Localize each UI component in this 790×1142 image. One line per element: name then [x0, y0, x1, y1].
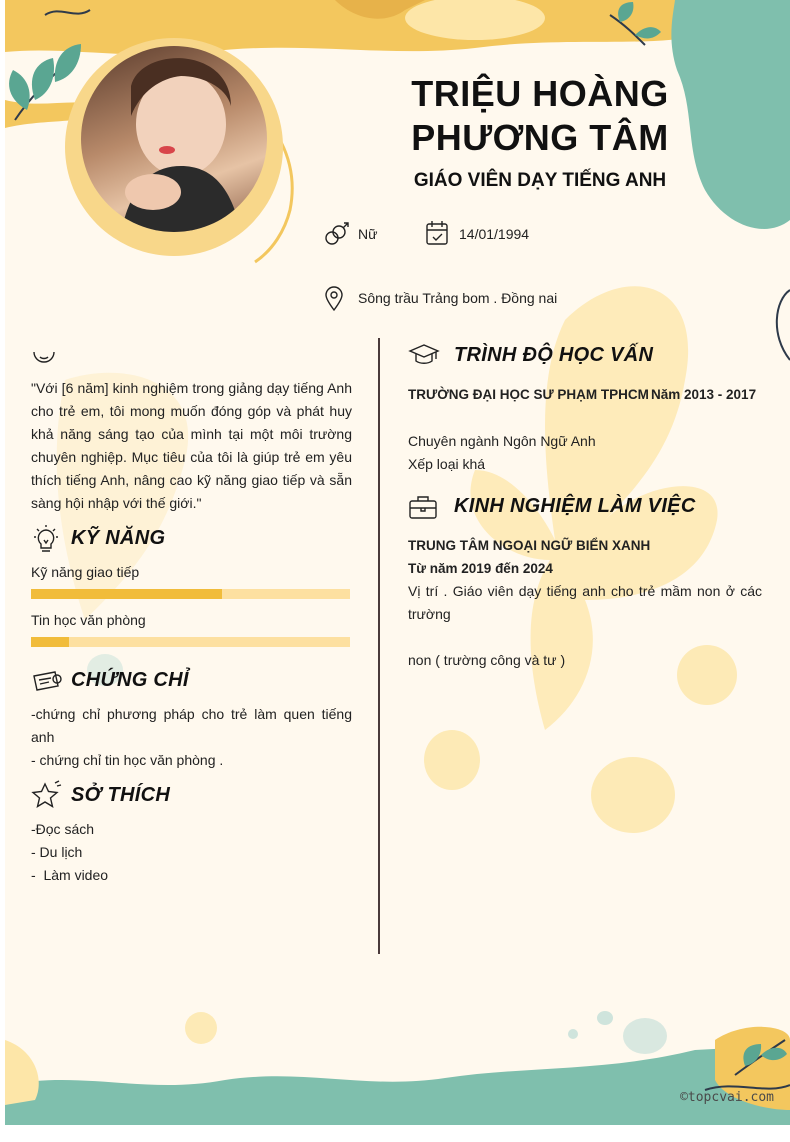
target-icon	[31, 342, 57, 373]
skill-bar-fill	[31, 589, 222, 599]
skill-label: Tin học văn phòng	[31, 612, 146, 628]
address: Sông trầu Trảng bom . Đồng nai	[358, 290, 558, 306]
certificate-icon	[31, 668, 63, 699]
experience-description: Vị trí . Giáo viên dạy tiếng anh cho trẻ mầm non ở các trường	[408, 583, 762, 622]
objective-text: "Với [6 năm] kinh nghiệm trong giảng dạy tiếng Anh cho trẻ em, tôi mong muốn đóng góp và phát huy khả năng sáng tạo của mình tại một môi trường chuyên nghiệp. Mục tiêu của tôi là giúp trẻ em yêu thích tiếng Anh, nâng cao kỹ năng giao tiếp và sẵn sàng hội nhập với thế giới."	[31, 380, 352, 511]
candidate-name: TRIỆU HOÀNG PHƯƠNG TÂM	[411, 73, 669, 158]
hobby-item: -Đọc sách	[31, 821, 95, 837]
education-period: Năm 2013 - 2017	[651, 387, 757, 402]
skill-bar	[31, 589, 350, 599]
avatar	[81, 46, 267, 232]
skill-bar	[31, 637, 350, 647]
birthday: 14/01/1994	[459, 226, 530, 242]
education-heading: TRÌNH ĐỘ HỌC VẤN	[454, 344, 654, 366]
graduation-cap-icon	[408, 343, 440, 372]
certificate-item: - chứng chỉ tin học văn phòng .	[31, 752, 224, 768]
job-title: GIÁO VIÊN DẠY TIẾNG ANH	[413, 170, 667, 191]
certificates-heading: CHỨNG CHỈ	[71, 669, 189, 691]
company-name: TRUNG TÂM NGOẠI NGỮ BIỂN XANH	[408, 538, 651, 553]
hobbies-heading: SỞ THÍCH	[71, 784, 171, 806]
cv-page	[5, 0, 790, 1125]
hobby-item: - Du lịch	[31, 844, 83, 860]
experience-period: Từ năm 2019 đến 2024	[408, 561, 553, 576]
school-name: TRƯỜNG ĐẠI HỌC SƯ PHẠM TPHCM	[408, 387, 649, 402]
briefcase-icon	[408, 494, 438, 525]
calendar-icon	[425, 220, 449, 251]
education-rank: Xếp loại khá	[408, 456, 486, 472]
column-divider	[378, 338, 380, 954]
star-icon	[31, 780, 63, 817]
gender-icon	[323, 222, 349, 253]
education-major: Chuyên ngành Ngôn Ngữ Anh	[408, 433, 596, 449]
gender: Nữ	[358, 226, 378, 242]
experience-description-continued: non ( trường công và tư )	[408, 652, 566, 668]
experience-heading: KINH NGHIỆM LÀM VIỆC	[454, 495, 696, 517]
skills-heading: KỸ NĂNG	[71, 527, 166, 549]
hobby-item: - Làm video	[31, 867, 109, 883]
certificate-item: -chứng chỉ phương pháp cho trẻ làm quen tiếng anh	[31, 706, 352, 745]
lightbulb-icon	[31, 524, 61, 559]
location-icon	[323, 286, 345, 317]
skill-bar-fill	[31, 637, 69, 647]
skill-label: Kỹ năng giao tiếp	[31, 564, 140, 580]
watermark: ©topcvai.com	[680, 1090, 774, 1105]
